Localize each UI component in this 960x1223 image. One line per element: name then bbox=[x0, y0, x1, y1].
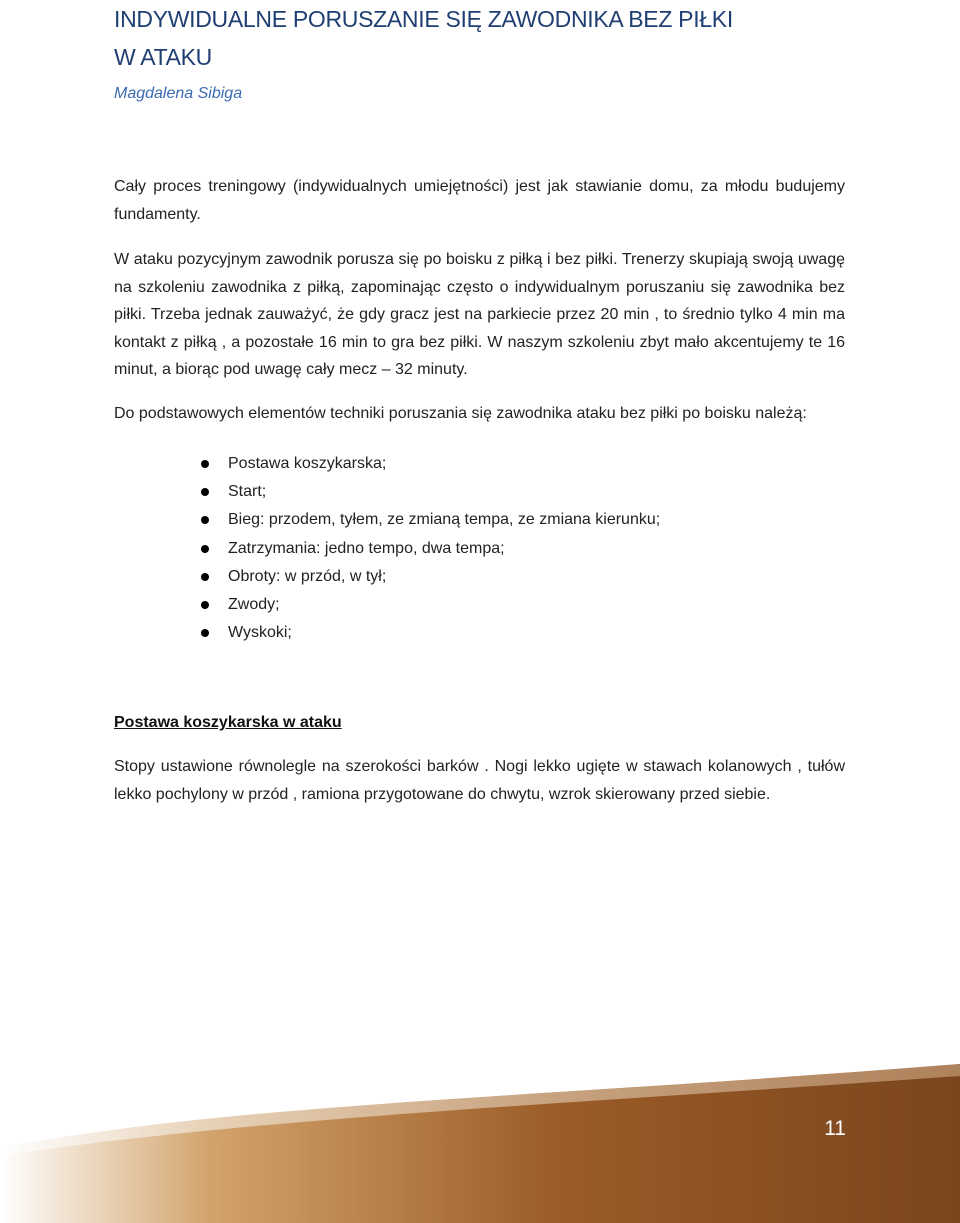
list-item bbox=[114, 591, 845, 619]
list-item bbox=[114, 450, 845, 478]
list-item-text: Bieg: przodem, tyłem, ze zmianą tempa, ze zmiana kierunku; bbox=[228, 511, 661, 529]
list-item bbox=[114, 478, 845, 506]
bullet-icon bbox=[201, 601, 209, 609]
section-heading: Postawa koszykarska w ataku bbox=[114, 714, 342, 732]
document-title bbox=[114, 0, 845, 76]
bullet-icon bbox=[201, 545, 209, 553]
list-item-text: Zwody; bbox=[228, 595, 280, 613]
document-title-line-1: INDYWIDUALNE PORUSZANIE SIĘ ZAWODNIKA BEZ PIŁKI bbox=[114, 6, 733, 32]
paragraph-elements-intro: Do podstawowych elementów techniki poruszania się zawodnika ataku bez piłki po boisku należą: bbox=[114, 404, 807, 422]
bullet-icon bbox=[201, 629, 209, 637]
document-title-line-2: W ATAKU bbox=[114, 44, 212, 70]
page-content bbox=[114, 0, 845, 808]
list-item-text: Obroty: w przód, w tył; bbox=[228, 567, 387, 585]
page-number: 11 bbox=[824, 1117, 846, 1140]
paragraph-intro: Cały proces treningowy (indywidualnych umiejętności) jest jak stawianie domu, za młodu budujemy fundamenty. bbox=[114, 178, 845, 223]
list-item bbox=[114, 563, 845, 591]
list-item bbox=[114, 506, 845, 534]
list-item bbox=[114, 619, 845, 647]
document-author: Magdalena Sibiga bbox=[114, 85, 243, 102]
bullet-icon bbox=[201, 460, 209, 468]
footer-decoration bbox=[0, 1064, 960, 1223]
bullet-icon bbox=[201, 516, 209, 524]
list-item-text: Wyskoki; bbox=[228, 624, 292, 642]
list-item bbox=[114, 535, 845, 563]
bullet-icon bbox=[201, 573, 209, 581]
bullet-icon bbox=[201, 488, 209, 496]
list-item-text: Zatrzymania: jedno tempo, dwa tempa; bbox=[228, 539, 505, 557]
paragraph-attack-movement: W ataku pozycyjnym zawodnik porusza się po boisku z piłką i bez piłki. Trenerzy skupiają swoją uwagę na szkoleniu zawodnika z piłką, zapominając często o indywidualnym poruszaniu się zawodnika bez piłki. Trzeba jednak zauważyć, że gdy gracz jest na parkiecie przez 20 min , to średnio tylko 4 min ma kontakt z piłką , a pozostałe 16 min to gra bez piłki. W naszym szkoleniu zbyt mało akcentujemy te 16 minut, a biorąc pod uwagę cały mecz – 32 minuty. bbox=[114, 251, 845, 378]
paragraph-stance-description: Stopy ustawione równolegle na szerokości barków . Nogi lekko ugięte w stawach kolanowych , tułów lekko pochylony w przód , ramiona przygotowane do chwytu, wzrok skierowany przed siebie. bbox=[114, 758, 845, 803]
elements-list bbox=[114, 450, 845, 647]
list-item-text: Start; bbox=[228, 483, 267, 501]
list-item-text: Postawa koszykarska; bbox=[228, 455, 387, 472]
